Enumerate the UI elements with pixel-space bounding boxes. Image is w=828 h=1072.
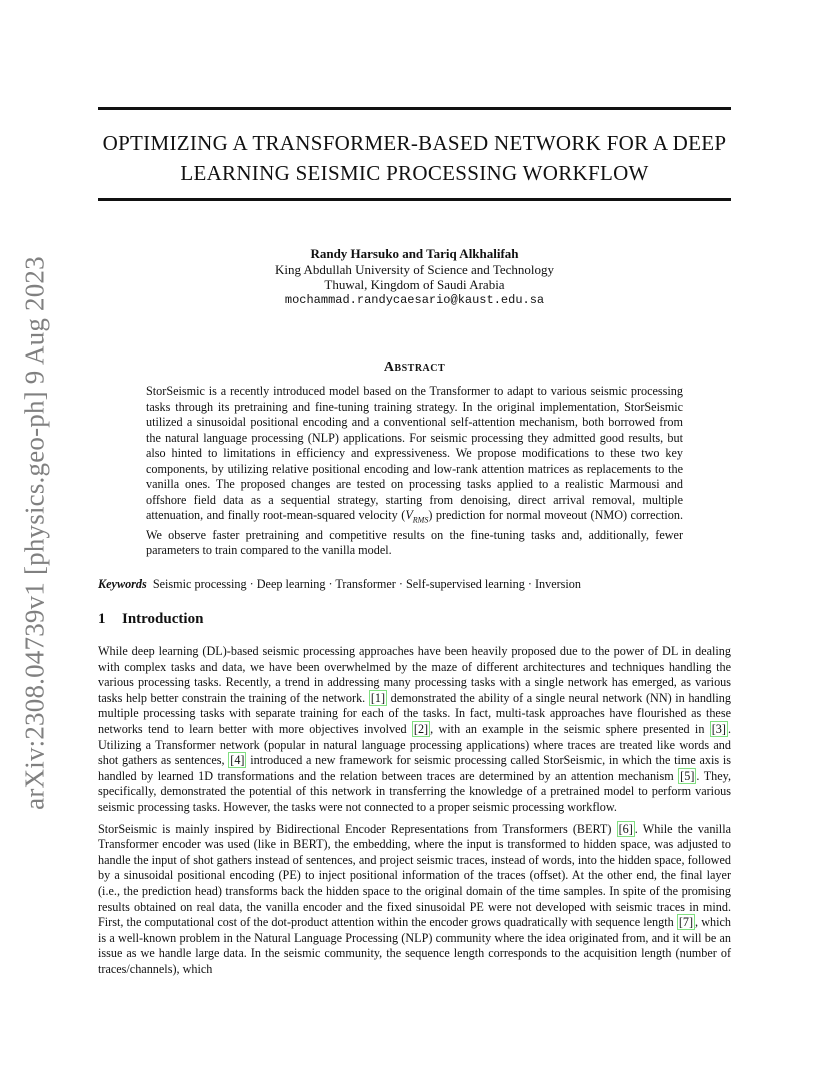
author-location: Thuwal, Kingdom of Saudi Arabia (324, 277, 505, 292)
paragraph-2 (98, 822, 731, 978)
abstract-heading: Abstract (383, 360, 446, 375)
title-segment-a: PTIMIZING A (118, 131, 253, 155)
title-line-2: LEARNING SEISMIC PROCESSING WORKFLOW (180, 161, 649, 185)
vrms-symbol (405, 508, 429, 525)
author-names: Randy Harsuko and Tariq Alkhalifah (310, 246, 519, 261)
p2-text-2: . While the vanilla Transformer encoder was used (like in BERT), the embedding, where the input is transformed to hidden space, was adjusted to handle the input of shot gathers instead of sentences, and project seismic traces, instead of words, into the hidden space, followed by a sinusoidal positional encoding (PE) to inject positional information of the traces (offset). At the other end, the final layer (i.e., the prediction head) transforms back the hidden space to the original domain of the time samples. In spite of the promising results obtained on real data, the vanilla encoder and the fixed sinusoidal PE were not developed with seismic traces in mind. First, the computational cost of the dot-product attention within the encoder grows quadratically with sequence length (98, 821, 731, 930)
abstract-part-2: ) prediction for normal moveout (NMO) correction. We observe faster pretraining and competitive results on the fine-tuning tasks and, additionally, fewer parameters to train compared to the vanilla model. (146, 508, 683, 558)
citation-link-2[interactable]: [2] (413, 721, 429, 736)
title-initial-o: O (102, 131, 119, 155)
p1-text-3: , with an example in the seismic sphere presented in (430, 721, 710, 736)
arxiv-identifier-stamp (14, 250, 56, 815)
title-line-1 (98, 128, 731, 158)
p1-text-2: demonstrated the ability of a single neural network (NN) in handling multiple processing tasks with separate training for each of the tasks. In fact, multi-task approaches have flourished as these networks tend to learn better with more objectives involved (98, 690, 731, 736)
introduction-body (98, 644, 731, 983)
title-top-rule (98, 107, 731, 110)
author-block (98, 246, 731, 308)
citation-link-1[interactable]: [1] (370, 690, 386, 705)
citation-link-7[interactable]: [7] (678, 915, 694, 930)
keywords-list: Seismic processing · Deep learning · Transformer · Self-supervised learning · Inversion (152, 577, 581, 591)
p1-text-4: . Utilizing a Transformer network (popular in natural language processing applications) where traces are treated like words and shot gathers as sentences, (98, 721, 731, 768)
p2-text-3: , which is a well-known problem in the Natural Language Processing (NLP) community where the idea originated from, and it will be an issue as we handle large data. In the seismic community, the sequence length corresponds to the acquisition length (number of traces/channels), which (98, 915, 731, 976)
title-segment-b: RANSFORMER-BASED NETWORK FOR A DEEP (265, 131, 727, 155)
citation-link-5[interactable]: [5] (680, 768, 695, 783)
keywords-line (98, 576, 731, 592)
keywords-label: Keywords (98, 577, 147, 591)
title-bottom-rule (98, 198, 731, 201)
paper-title (98, 128, 731, 188)
author-email[interactable]: mochammad.randycaesario@kaust.edu.sa (284, 292, 545, 307)
abstract-text (146, 384, 683, 559)
paragraph-1 (98, 644, 731, 816)
vrms-subscript: RMS (412, 515, 429, 525)
author-affiliation: King Abdullah University of Science and Technology (274, 261, 555, 277)
p2-text-1: StorSeismic is mainly inspired by Bidirectional Encoder Representations from Transformers (BERT) (98, 821, 617, 836)
section-heading-introduction (98, 611, 203, 628)
section-number: 1 (98, 611, 106, 627)
citation-link-4[interactable]: [4] (230, 753, 245, 768)
arxiv-stamp-text: arXiv:2308.04739v1 [physics.geo-ph] 9 Aug 2023 (19, 255, 50, 810)
citation-link-3[interactable]: [3] (711, 721, 726, 736)
p1-text-5: introduced a new framework for seismic processing called StorSeismic, in which the time axis is handled by learned 1D transformations and the relation between traces are determined by an attention mechanism (98, 753, 731, 783)
section-title: Introduction (122, 611, 204, 627)
title-initial-t: T (252, 131, 266, 155)
abstract-part-1: StorSeismic is a recently introduced model based on the Transformer to adapt to various seismic processing tasks through its pretraining and fine-tuning training strategy. In the original implementation, StorSeismic utilized a sinusoidal positional encoding and a conventional self-attention mechanism, both borrowed from the natural language processing (NLP) applications. For seismic processing they admitted good results, but also hinted to limitations in efficiency and expressiveness. We propose modifications to these two key components, by utilizing relative positional encoding and low-rank attention matrices as replacements to the vanilla ones. The proposed changes are tested on processing tasks applied to a realistic Marmousi and offshore field data as a sequential strategy, starting from denoising, direct arrival removal, multiple attenuation, and finally root-mean-squared velocity ( (146, 384, 683, 522)
p1-text-6: . They, specifically, demonstrated the potential of this network in transferring the knowledge of a pretrained model to perform various seismic processing tasks. However, the tasks were not connected to a proper seismic processing workflow. (98, 768, 732, 814)
p1-text-1: While deep learning (DL)-based seismic processing approaches have been heavily proposed due to the power of DL in dealing with complex tasks and data, we have been overwhelmed by the maze of different architectures and techniques handling the various processing tasks. Recently, a trend in addressing many processing tasks with a single network has emerged, as various tasks help better constrain the training of the network. (98, 644, 731, 705)
vrms-v: V (405, 508, 413, 522)
citation-link-6[interactable]: [6] (618, 821, 633, 836)
